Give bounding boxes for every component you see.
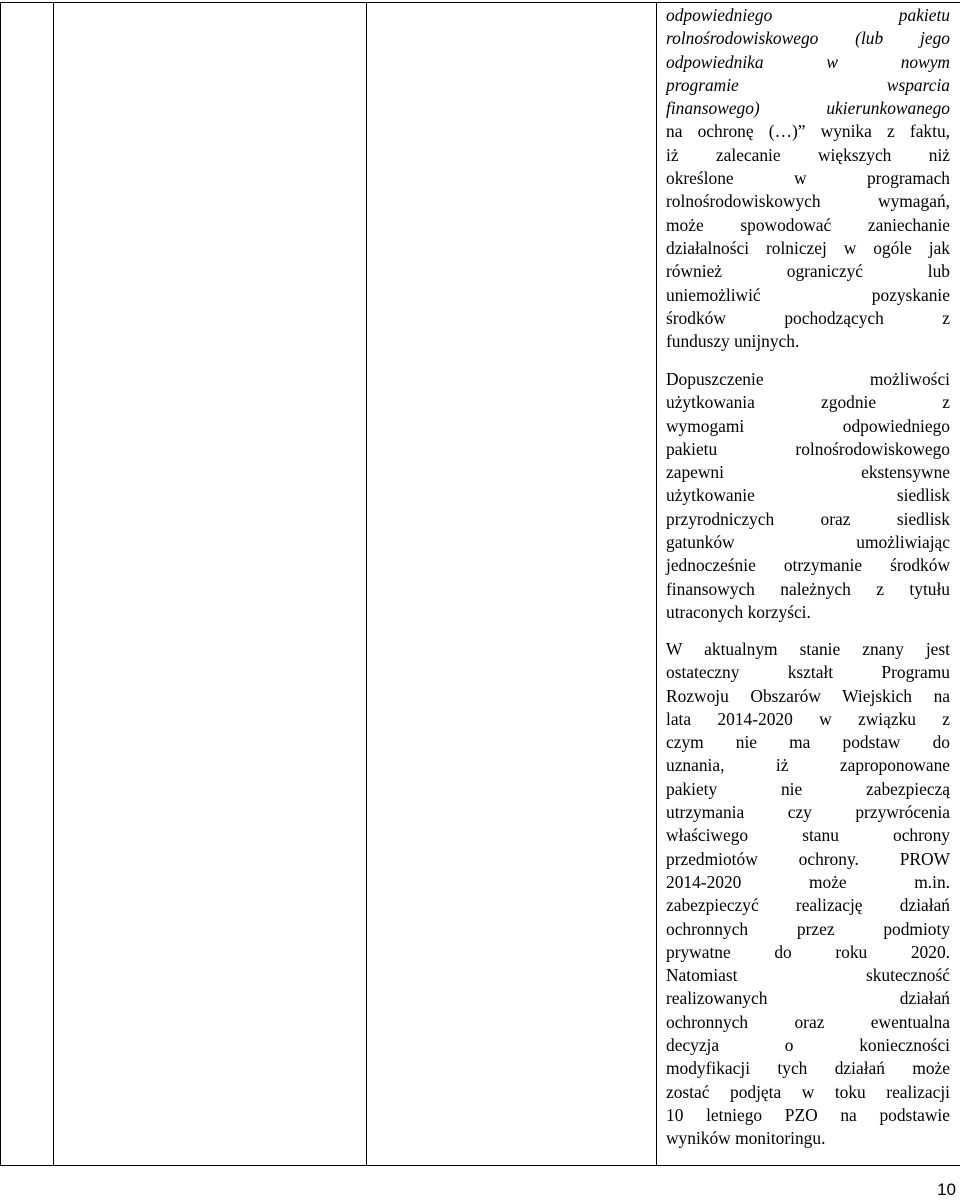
text-line: użytkowania zgodnie z — [666, 392, 950, 413]
text-line: iż zalecanie większych niż — [666, 144, 950, 165]
text-line: jednocześnie otrzymanie środków — [666, 555, 950, 576]
text-line: Natomiast skuteczność — [666, 965, 950, 986]
table-column-2 — [53, 2, 366, 1166]
text-line: funduszy unijnych. — [666, 331, 800, 352]
text-line: programie wsparcia — [666, 74, 950, 95]
text-line: działalności rolniczej w ogóle jak — [666, 237, 950, 258]
text-line: ostateczny kształt Programu — [666, 662, 950, 683]
text-line: zapewni ekstensywne — [666, 462, 950, 483]
text-line: czym nie ma podstaw do — [666, 732, 950, 753]
text-line: przedmiotów ochrony. PROW — [666, 848, 950, 869]
table-column-1 — [0, 2, 53, 1166]
paragraph-3 — [666, 638, 950, 1151]
text-line: finansowego) ukierunkowanego — [666, 98, 950, 119]
text-line: lata 2014-2020 w związku z — [666, 708, 950, 729]
text-line: zabezpieczyć realizację działań — [666, 895, 950, 916]
text-line: odpowiedniego pakietu — [666, 5, 950, 25]
text-line: przyrodniczych oraz siedlisk — [666, 508, 950, 529]
text-line: rolnośrodowiskowych wymagań, — [666, 191, 950, 212]
text-line: 2014-2020 może m.in. — [666, 871, 950, 892]
text-line: prywatne do roku 2020. — [666, 941, 950, 962]
text-line: uznania, iż zaproponowane — [666, 755, 950, 776]
text-line: modyfikacji tych działań może — [666, 1058, 950, 1079]
text-line: ochronnych oraz ewentualna — [666, 1011, 950, 1032]
text-line: pakietu rolnośrodowiskowego — [666, 438, 950, 459]
text-line: Dopuszczenie możliwości — [666, 369, 950, 389]
paragraph-2 — [666, 368, 950, 624]
page-number: 10 — [937, 1180, 956, 1199]
text-line: utraconych korzyści. — [666, 601, 811, 622]
text-line: wyników monitoringu. — [666, 1128, 826, 1149]
text-line: Rozwoju Obszarów Wiejskich na — [666, 685, 950, 706]
text-line: W aktualnym stanie znany jest — [666, 639, 950, 659]
text-line: rolnośrodowiskowego (lub jego — [666, 28, 950, 49]
text-line: określone w programach — [666, 168, 950, 189]
text-line: użytkowanie siedlisk — [666, 485, 950, 506]
text-line: finansowych należnych z tytułu — [666, 578, 950, 599]
text-line: pakiety nie zabezpieczą — [666, 778, 950, 799]
text-line: odpowiednika w nowym — [666, 51, 950, 72]
text-line: właściwego stanu ochrony — [666, 825, 950, 846]
text-line: ochronnych przez podmioty — [666, 918, 950, 939]
text-line: realizowanych działań — [666, 988, 950, 1009]
text-line: uniemożliwić pozyskanie — [666, 284, 950, 305]
text-line: również ograniczyć lub — [666, 261, 950, 282]
text-line: gatunków umożliwiając — [666, 532, 950, 553]
text-line: utrzymania czy przywrócenia — [666, 802, 950, 823]
paragraph-1 — [666, 4, 950, 353]
text-line: na ochronę (…)” wynika z faktu, — [666, 121, 950, 142]
text-line: 10 letniego PZO na podstawie — [666, 1104, 950, 1125]
text-line: może spowodować zaniechanie — [666, 214, 950, 235]
text-line: wymogami odpowiedniego — [666, 415, 950, 436]
table-column-3 — [366, 2, 656, 1166]
text-line: zostać podjęta w toku realizacji — [666, 1081, 950, 1102]
text-line: środków pochodzących z — [666, 307, 950, 328]
text-line: decyzja o konieczności — [666, 1035, 950, 1056]
